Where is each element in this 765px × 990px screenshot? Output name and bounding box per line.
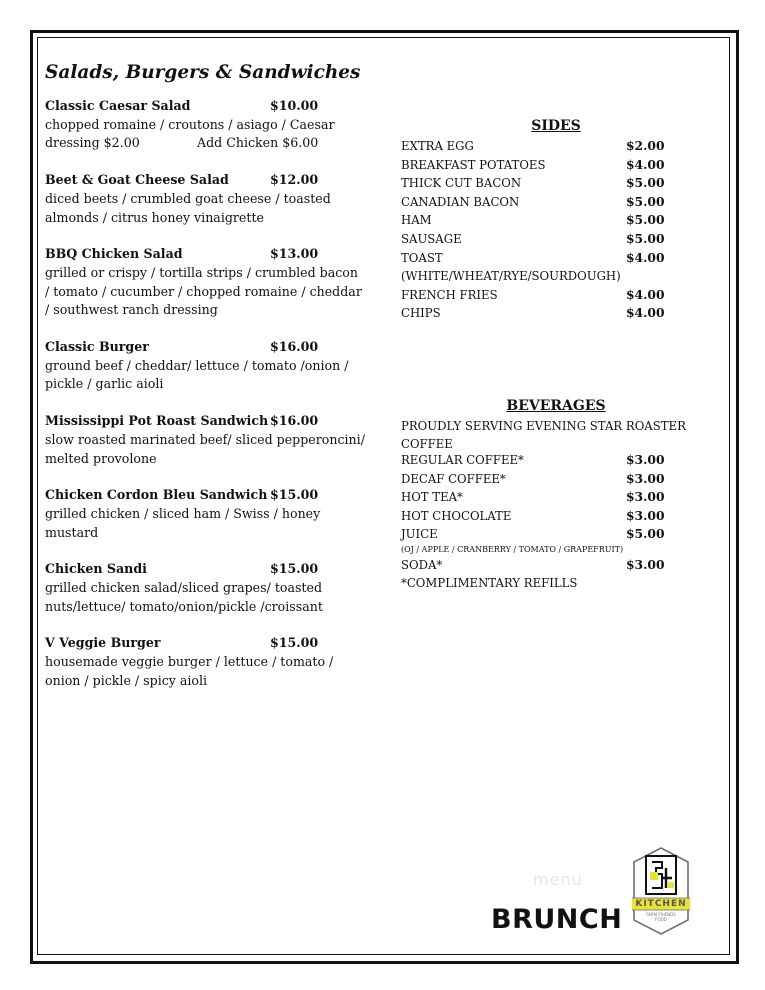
beverage-name: REGULAR COFFEE* [401,453,524,467]
item-price: $12.00 [270,172,319,188]
item-price: $10.00 [270,98,319,113]
item-price: $13.00 [270,246,319,262]
beverage-item [401,556,701,575]
side-name: TOAST [401,250,443,265]
menu-item [45,171,365,227]
coffee-tagline: PROUDLY SERVING EVENING STAR ROASTER COFFEE [401,419,686,451]
side-item [401,193,701,212]
sides-section [401,118,701,323]
beverage-name: HOT CHOCOLATE [401,508,512,523]
item-name: V Veggie Burger [45,635,161,651]
beverages-section [401,398,701,591]
side-item [401,174,701,193]
kitchen-logo-icon [632,846,690,936]
side-name: HAM [401,213,432,228]
side-name: SAUSAGE [401,231,462,246]
item-name: Chicken Sandi [45,561,147,577]
beverage-price: $3.00 [626,470,665,486]
item-description: slow roasted marinated beef/ sliced pepperoncini/ melted provolone [45,431,365,466]
item-price: $15.00 [270,487,319,503]
side-price: $4.00 [626,156,665,172]
side-item [401,286,701,305]
side-name: EXTRA EGG [401,139,474,153]
side-price: $5.00 [626,193,665,209]
menu-item [45,338,365,394]
item-price: $16.00 [270,339,319,355]
item-description: ground beef / cheddar/ lettuce / tomato /onion / pickle / garlic aioli [45,357,349,392]
refill-footnote: *COMPLIMENTARY REFILLS [401,575,578,590]
brunch-label: BRUNCH [491,904,623,935]
item-price: $16.00 [270,413,319,429]
menu-item [45,412,365,468]
item-description: grilled chicken / sliced ham / Swiss / honey mustard [45,505,321,540]
side-name: BREAKFAST POTATOES [401,157,546,172]
item-name: Classic Burger [45,339,149,355]
item-addon: Add Chicken $6.00 [197,135,319,151]
menu-item [45,245,365,320]
section-title: Salads, Burgers & Sandwiches [45,62,361,83]
menu-item [45,634,365,690]
item-description: grilled chicken salad/sliced grapes/ toasted nuts/lettuce/ tomato/onion/pickle /croissant [45,580,323,614]
item-description: housemade veggie burger / lettuce / tomato / onion / pickle / spicy aioli [45,654,334,688]
logo-wordmark: KITCHEN [635,899,687,909]
beverage-price: $3.00 [626,489,665,505]
item-name: Classic Caesar Salad [45,98,191,113]
side-price: $5.00 [626,212,665,228]
side-item [401,230,701,249]
side-item [401,137,701,156]
side-price: $5.00 [626,230,665,246]
item-name: Chicken Cordon Bleu Sandwich [45,487,268,503]
beverages-title: BEVERAGES [506,398,606,414]
toast-note: (WHITE/WHEAT/RYE/SOURDOUGH) [401,269,621,284]
item-name: Mississippi Pot Roast Sandwich [45,413,269,429]
menu-item [45,560,365,616]
item-description: diced beets / crumbled goat cheese / toasted almonds / citrus honey vinaigrette [45,190,331,225]
side-price: $4.00 [626,286,665,302]
item-name: Beet & Goat Cheese Salad [45,172,229,188]
side-name: CHIPS [401,306,441,321]
beverage-name: HOT TEA* [401,490,463,505]
beverage-item [401,451,701,470]
beverage-item [401,488,701,507]
beverage-name: DECAF COFFEE* [401,471,506,486]
side-price: $2.00 [626,138,665,153]
beverage-price: $3.00 [626,507,665,523]
side-price: $4.00 [626,305,665,321]
sides-title: SIDES [531,118,581,134]
side-name: CANADIAN BACON [401,194,520,209]
main-menu-column [45,62,365,709]
logo-tagline: FARM FRIENDS FOOD [646,912,676,922]
side-item [401,156,701,175]
beverage-price: $5.00 [626,526,665,542]
menu-item [45,97,365,153]
side-item [401,304,701,323]
beverage-price: $3.00 [626,452,665,467]
menu-item [45,486,365,542]
side-item [401,211,701,230]
side-name: THICK CUT BACON [401,176,522,191]
item-description: dressing $2.00 [45,135,140,151]
kitchen-logo [632,846,690,936]
side-name: FRENCH FRIES [401,287,498,302]
item-price: $15.00 [270,561,319,577]
beverage-item [401,507,701,526]
beverage-item [401,525,701,544]
item-price: $15.00 [270,635,319,651]
beverage-item [401,470,701,489]
beverage-name: JUICE [401,527,438,542]
item-description: chopped romaine / croutons / asiago / Caesar [45,116,335,132]
watermark: menu [533,870,583,889]
beverage-price: $3.00 [626,556,665,572]
item-description: grilled or crispy / tortilla strips / crumbled bacon / tomato / cucumber / chopped romaine / cheddar / southwest ranch dressing [45,264,362,318]
item-name: BBQ Chicken Salad [45,246,183,262]
beverage-name: SODA* [401,557,443,572]
side-item [401,249,701,268]
side-price: $4.00 [626,249,665,265]
side-price: $5.00 [626,175,665,191]
juice-note: (OJ / APPLE / CRANBERRY / TOMATO / GRAPEFRUIT) [401,544,624,554]
